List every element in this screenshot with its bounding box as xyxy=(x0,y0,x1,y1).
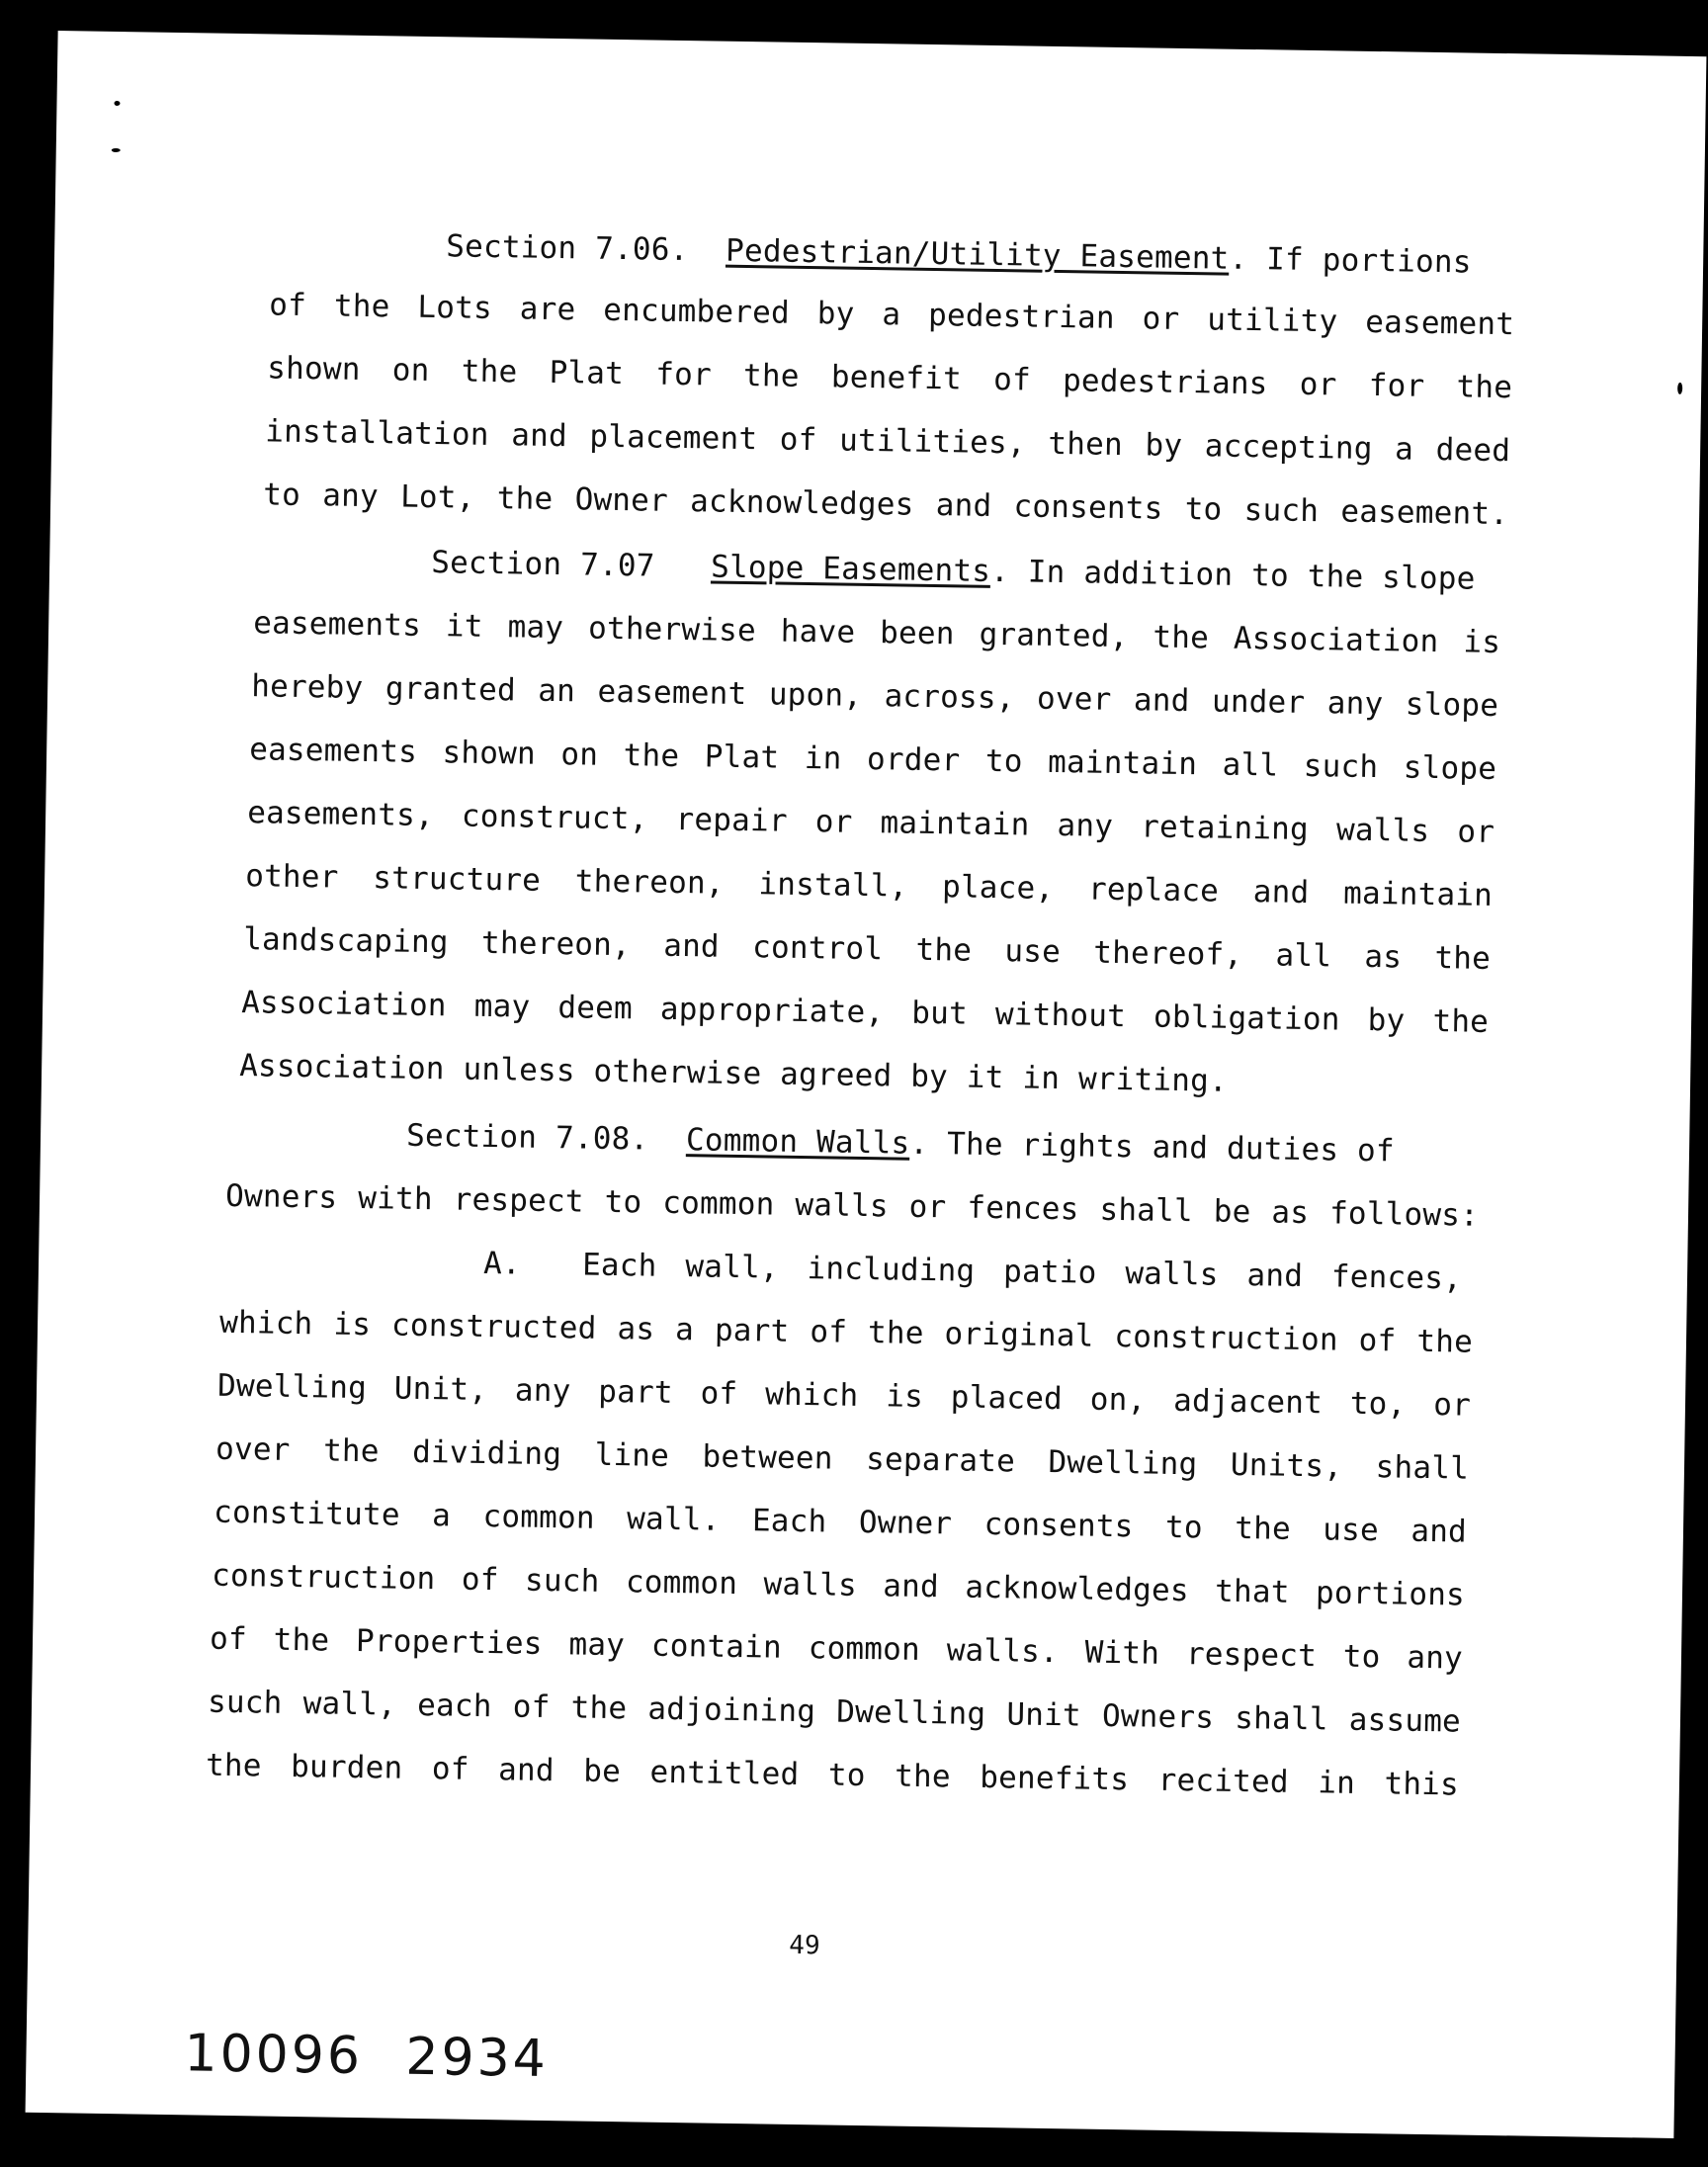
section-707-after-title: . In addition to the slope xyxy=(989,553,1476,597)
item-a-first-line: Each wall, including patio walls and fences, xyxy=(581,1247,1463,1297)
scan-speck xyxy=(112,148,121,152)
section-707-line: easements, construct, repair or maintain any retaining walls or xyxy=(246,795,1495,850)
section-706-after-title: . If portions xyxy=(1229,240,1472,281)
section-707-line: Association may deem appropriate, but without obligation by the xyxy=(240,985,1490,1040)
section-706-line: installation and placement of utilities, then by accepting a deed xyxy=(265,413,1511,470)
item-a-line: the burden of and be entitled to the benefits recited in this xyxy=(205,1747,1460,1803)
section-708-line: Owners with respect to common walls or fences shall be as follows: xyxy=(224,1177,1480,1234)
item-a-line: over the dividing line between separate Dwelling Units, shall xyxy=(214,1430,1470,1487)
item-a-line: of the Properties may contain common walls. With respect to any xyxy=(209,1620,1464,1677)
section-706-line: shown on the Plat for the benefit of pedestrians or for the xyxy=(267,350,1513,406)
page-number: 49 xyxy=(789,1930,820,1961)
item-a-marker: A. xyxy=(482,1245,522,1282)
scan-speck xyxy=(1677,383,1682,394)
document-number: 10096 2934 xyxy=(184,2024,550,2090)
item-a-heading xyxy=(483,1246,1474,1297)
scan-speck xyxy=(114,101,120,106)
section-708-after-title: . The rights and duties of xyxy=(909,1125,1396,1170)
item-a-line: such wall, each of the adjoining Dwelling Unit Owners shall assume xyxy=(207,1684,1462,1740)
section-708-heading xyxy=(406,1118,1395,1170)
section-707-line: other structure thereon, install, place, replace and maintain xyxy=(244,858,1494,913)
section-707-line: easements it may otherwise have been granted, the Association is xyxy=(252,605,1501,661)
item-a-line: construction of such common walls and acknowledges that portions xyxy=(211,1557,1466,1613)
section-707-title: Slope Easements xyxy=(710,549,991,589)
section-706-line: of the Lots are encumbered by a pedestrian or utility easement xyxy=(269,287,1515,343)
section-707-line: landscaping thereon, and control the use thereof, all as the xyxy=(242,921,1492,977)
item-a-line: constitute a common wall. Each Owner consents to the use and xyxy=(213,1494,1468,1550)
document-page xyxy=(26,31,1707,2138)
item-a-line: which is constructed as a part of the original construction of the xyxy=(218,1304,1474,1360)
section-707-line: Association unless otherwise agreed by it in writing. xyxy=(238,1048,1229,1099)
section-706-heading xyxy=(446,228,1472,280)
item-a-line: Dwelling Unit, any part of which is placed on, adjacent to, or xyxy=(216,1367,1472,1424)
section-707-heading xyxy=(431,545,1476,597)
section-706-line: to any Lot, the Owner acknowledges and consents to such easement. xyxy=(263,477,1509,533)
section-706-title: Pedestrian/Utility Easement xyxy=(725,232,1230,277)
section-708-label: Section 7.08. xyxy=(405,1117,649,1158)
section-707-line: easements shown on the Plat in order to maintain all such slope xyxy=(248,732,1497,787)
section-708-title: Common Walls xyxy=(685,1122,910,1162)
section-706-label: Section 7.06. xyxy=(445,228,689,269)
section-707-label: Section 7.07 xyxy=(430,545,655,584)
section-707-line: hereby granted an easement upon, across, over and under any slope xyxy=(250,668,1499,725)
